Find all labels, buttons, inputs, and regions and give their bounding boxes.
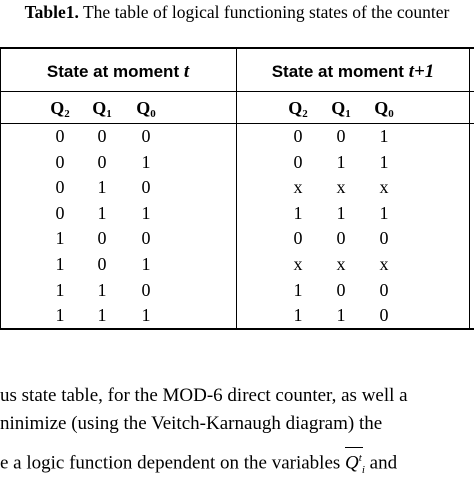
cell-t1-r1-c2: 1 [379,151,389,172]
cell-t-r5-c2: 1 [141,254,151,274]
cell-t-r1-c0: 0 [55,151,65,172]
table-top-rule [0,47,474,49]
header-bottom-rule [0,91,474,92]
qlabel-t1-0: $Q_2$ [288,98,308,120]
cell-t1-r2-c2: x [379,177,389,198]
cell-t1-r3-c0: 1 [293,202,303,223]
cell-t1-r6-c2: 0 [379,279,389,300]
cell-t1-r6-c0: 1 [293,279,303,300]
cell-t-r3-c2: 1 [141,202,151,223]
cell-t-r4-c1: 0 [97,228,107,249]
cell-t1-r3-c1: 1 [336,202,346,223]
qlabel-t1-2: $Q_0$ [374,98,394,120]
cell-t1-r6-c1: 0 [336,279,346,300]
cell-t-r6-c1: 1 [97,279,107,300]
cell-t-r7-c1: 1 [97,305,107,326]
cell-t1-r2-c1: x [336,177,346,198]
cell-t1-r7-c0: 1 [293,305,303,326]
q-variable: $Q^t_i$ [345,446,365,482]
cell-t1-r4-c1: 0 [336,228,346,249]
cell-t1-r5-c2: x [379,254,389,274]
cell-t-r2-c1: 1 [97,177,107,198]
cell-t-r2-c2: 0 [141,177,151,198]
cell-t-r7-c0: 1 [55,305,65,326]
cell-t1-r2-c0: x [293,177,303,198]
qlabel-t-0: $Q_2$ [50,98,70,120]
cell-t1-r3-c2: 1 [379,202,389,223]
cell-t-r2-c0: 0 [55,177,65,198]
header-state-t: State at moment t [46,61,190,82]
qlabel-t-1: $Q_1$ [92,98,112,120]
cell-t-r1-c2: 1 [141,151,151,172]
cell-t1-r0-c0: 0 [293,126,303,146]
cell-t-r0-c0: 0 [55,126,65,146]
paragraph-line-1: us state table, for the MOD-6 direct counter, as well a [0,385,408,406]
cell-t-r6-c0: 1 [55,279,65,300]
cell-t1-r4-c0: 0 [293,228,303,249]
cell-t-r7-c2: 1 [141,305,151,326]
table-left-border [0,47,1,330]
cell-t-r0-c2: 0 [141,126,151,146]
table-right-border [469,47,470,330]
qlabel-t1-1: $Q_1$ [331,98,351,120]
cell-t1-r4-c2: 0 [379,228,389,249]
cell-t1-r1-c1: 1 [336,151,346,172]
cell-t-r3-c1: 1 [97,202,107,223]
qlabel-t-2: $Q_0$ [136,98,156,120]
cell-t1-r7-c1: 1 [336,305,346,326]
cell-t1-r0-c1: 0 [336,126,346,146]
cell-t-r4-c2: 0 [141,228,151,249]
cell-t-r5-c1: 0 [97,254,107,274]
caption-label: Table1. [24,2,79,22]
paragraph-line-2: ninimize (using the Veitch-Karnaugh diagram) the [0,413,383,434]
cell-t-r5-c0: 1 [55,254,65,274]
cell-t-r0-c1: 0 [97,126,107,146]
cell-t1-r5-c0: x [293,254,303,274]
cell-t1-r0-c2: 1 [379,126,389,146]
cell-t1-r1-c0: 0 [293,151,303,172]
cell-t1-r7-c2: 0 [379,305,389,326]
cell-t-r1-c1: 0 [97,151,107,172]
table-column-divider [236,47,237,330]
cell-t-r6-c2: 0 [141,279,151,300]
table-bottom-rule [0,328,474,330]
header-state-t1: State at moment t+1 [271,61,435,82]
table-caption [0,0,474,24]
cell-t-r4-c0: 1 [55,228,65,249]
cell-t-r3-c0: 0 [55,202,65,223]
paragraph-line-3: e a logic function dependent on the variables $Q^t_i$ and [0,446,397,482]
cell-t1-r5-c1: x [336,254,346,274]
caption-text: The table of logical functioning states of the counter [78,2,450,22]
